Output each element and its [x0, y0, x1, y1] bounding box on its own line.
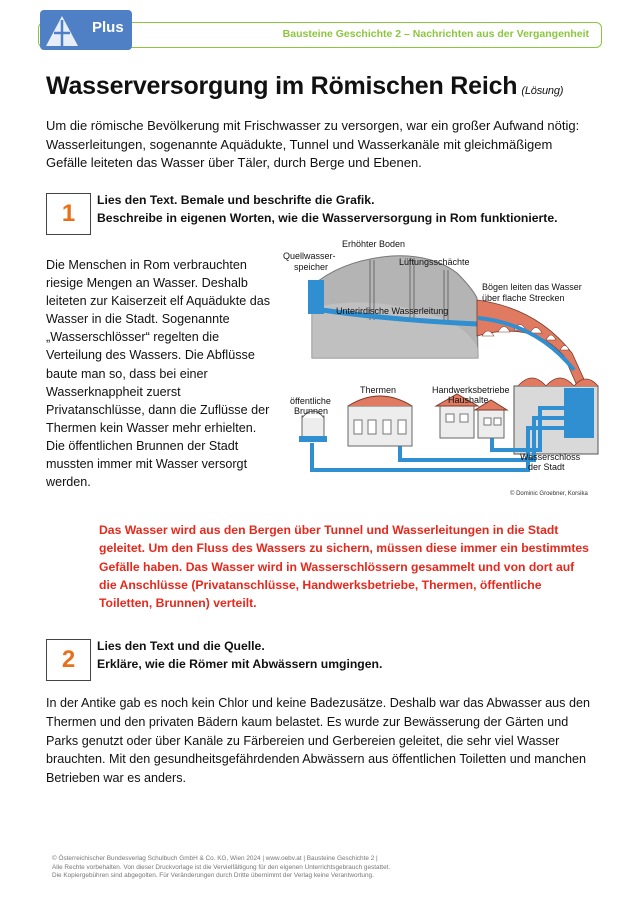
- spring-reservoir: [308, 280, 324, 314]
- series-title: Bausteine Geschichte 2 – Nachrichten aus der Vergangenheit: [282, 28, 589, 40]
- label-unterirdisch: Unterirdische Wasserleitung: [336, 306, 449, 316]
- plus-logo: [40, 10, 132, 50]
- label-quellwasser-1: Quellwasser-: [283, 251, 336, 261]
- answer-task-1: Das Wasser wird aus den Bergen über Tunnel und Wasserleitungen in die Stadt geleitet. Um den Fluss des Wassers zu sichern, müssen diese immer ein bestimmtes Gefälle haben. Das Wasser wird in Wasserschlössern gesammelt und von dort auf die Anschlüsse (Privatanschlüsse, Handwerksbetriebe, Thermen, öffentliche Toiletten, Brunnen) verteilt.: [99, 523, 589, 611]
- footer-line-2: Alle Rechte vorbehalten. Von dieser Druckvorlage ist die Vervielfältigung für den eigenen Unterrichtsgebrauch gestattet.: [52, 863, 391, 871]
- task-2-line-2: Erkläre, wie die Römer mit Abwässern umgingen.: [97, 657, 383, 671]
- footer: [52, 855, 472, 881]
- task-1-line-2: Beschreibe in eigenen Worten, wie die Wasserversorgung in Rom funktionierte.: [97, 211, 558, 225]
- intro-text: Um die römische Bevölkerung mit Frischwasser zu versorgen, war ein großer Aufwand nötig: Wasserleitungen, sogenannte Aquädukte, Tunnel und Wasserkanäle mit gleichmäßigem Gefälle leiteten das Wasser über Täler, durch Berge und Ebenen.: [46, 118, 580, 170]
- task-number-2: 2: [46, 639, 91, 681]
- title-text: Wasserversorgung im Römischen Reich: [46, 72, 518, 100]
- aqueduct-arches: [477, 300, 588, 388]
- task-number-1: 1: [46, 193, 91, 235]
- task-2-line-1: Lies den Text und die Quelle.: [97, 639, 265, 653]
- castle-arches: [518, 378, 598, 386]
- label-brunnen-2: Brunnen: [294, 406, 329, 416]
- label-quellwasser-2: speicher: [294, 262, 329, 272]
- logo-text: Plus: [92, 19, 124, 36]
- label-boegen-2: über flache Strecken: [482, 293, 565, 303]
- task-2-instructions: [97, 637, 382, 673]
- label-schloss-1: Wasserschloss: [520, 452, 581, 462]
- footer-line-3: Die Kopiergebühren sind abgegolten. Für Veränderungen durch Dritte übernimmt der Verlag keine Verantwortung.: [52, 872, 374, 879]
- footer-line-1: © Österreichischer Bundesverlag Schulbuch GmbH & Co. KG, Wien 2024 | www.oebv.at | Bausteine Geschichte 2 |: [52, 855, 378, 862]
- label-boegen-1: Bögen leiten das Wasser: [482, 282, 582, 292]
- text-wastewater: In der Antike gab es noch kein Chlor und keine Badezusätze. Deshalb war das Abwasser aus den Thermen und den privaten Bädern kaum belastet. Es wurde zur Bewässerung der Gärten und Parks genutzt oder über Kanäle zu Färbereien und Gerbereien geleitet, die sehr viel Wasser brauchten. Mit den gesundheitsgefährdenden Abwässern aus öffentlichen Toiletten und manchen Betrieben war es anders.: [46, 696, 590, 786]
- label-thermen: Thermen: [360, 385, 397, 395]
- label-brunnen-1: öffentliche: [290, 396, 331, 406]
- text-water-supply: Die Menschen in Rom verbrauchten riesige Mengen an Wasser. Deshalb leiteten zur Kaiserzeit elf Aquädukte das Wasser in die Stadt. Sogenannte „Wasserschlösser“ regelten die Verteilung des Wassers. Die Abflüsse baute man so, dass bei einer Wasserknappheit zuerst Privatanschlüsse, dann die Zuflüsse der Thermen kein Wasser mehr erhielten. Die öffentlichen Brunnen der Stadt mussten immer mit Wasser versorgt werden.: [46, 258, 271, 490]
- label-schloss-2: der Stadt: [528, 462, 565, 472]
- thermae-building: [348, 396, 412, 446]
- label-handwerk-2: Haushalte: [448, 395, 489, 405]
- title-note: (Lösung): [521, 85, 564, 97]
- aqueduct-diagram: [282, 238, 608, 486]
- diagram-credit: © Dominic Groebner, Korsika: [510, 491, 588, 497]
- task-1-instructions: [97, 191, 558, 227]
- page-title: [46, 72, 563, 101]
- label-lueftung: Lüftungsschächte: [399, 257, 470, 267]
- castle-basin: [564, 388, 594, 438]
- label-handwerk-1: Handwerksbetriebe: [432, 385, 510, 395]
- task-1-line-1: Lies den Text. Bemale und beschrifte die Grafik.: [97, 193, 375, 207]
- label-erhoehter-boden: Erhöhter Boden: [342, 239, 406, 249]
